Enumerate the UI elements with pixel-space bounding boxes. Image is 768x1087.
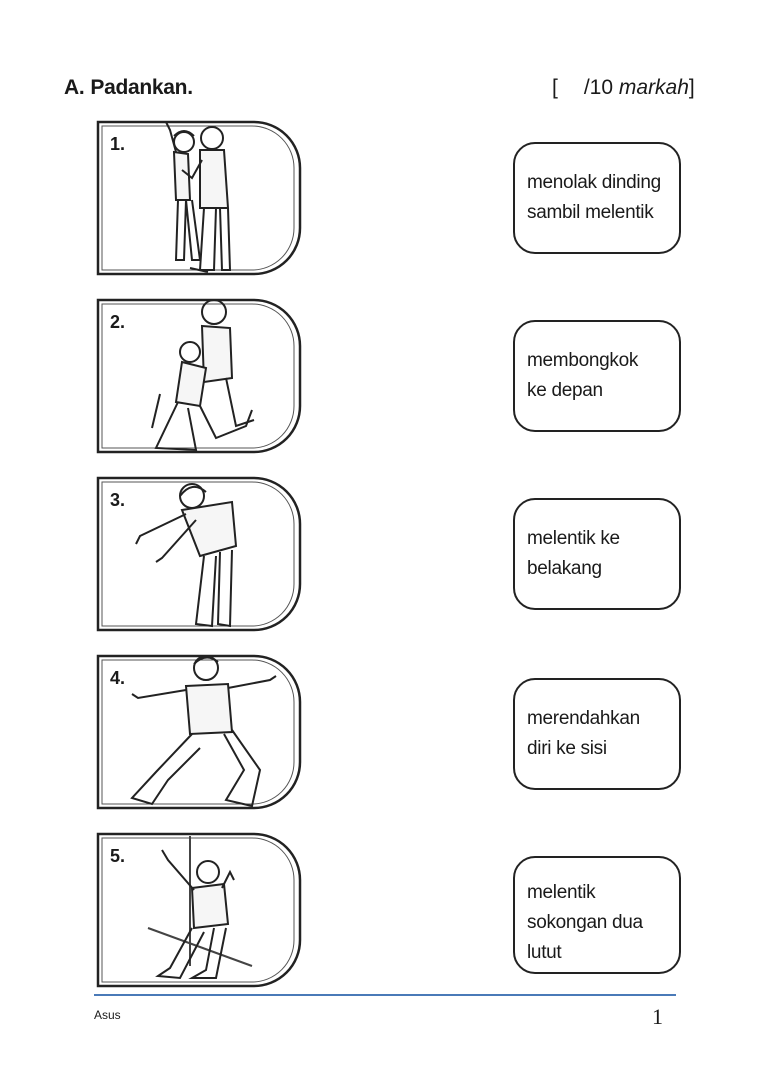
answer-5-line-1: melentik (527, 882, 596, 903)
frame-outline (96, 476, 302, 632)
answer-5-line-2: sokongan dua (527, 912, 643, 933)
marks-word: markah (618, 76, 689, 99)
answer-box-1 (513, 142, 681, 254)
figure-illustration-3 (136, 484, 236, 626)
marks-field (552, 76, 695, 100)
figure-illustration-2 (152, 300, 254, 450)
footer-divider (94, 994, 676, 996)
answer-box-3 (513, 498, 681, 610)
item-number-2: 2. (110, 312, 126, 332)
figure-illustration-4 (132, 656, 276, 806)
answer-box-5 (513, 856, 681, 974)
marks-open-bracket: [ (552, 76, 558, 99)
item-number-5: 5. (110, 846, 126, 866)
section-label: A. (64, 76, 85, 99)
answer-1-line-1: menolak dinding (527, 172, 661, 193)
answer-3-line-1: melentik ke (527, 528, 620, 549)
answer-4-line-2: diri ke sisi (527, 738, 607, 759)
answer-3-line-2: belakang (527, 558, 602, 579)
marks-total: /10 (583, 76, 614, 99)
section-heading (64, 76, 193, 100)
section-title: Padankan. (90, 76, 193, 99)
item-number-4: 4. (110, 668, 126, 688)
answer-5-line-3: lutut (527, 942, 562, 963)
figure-illustration-1 (166, 122, 230, 272)
answer-box-2 (513, 320, 681, 432)
answer-4-line-1: merendahkan (527, 708, 640, 729)
page-number: 1 (652, 1004, 663, 1029)
footer-author: Asus (94, 1008, 121, 1022)
frame-outline (96, 298, 302, 454)
answer-1-line-2: sambil melentik (527, 202, 654, 223)
figure-illustration-5 (148, 836, 252, 978)
frame-outline (96, 832, 302, 988)
picture-frame-4 (96, 654, 302, 810)
item-number-1: 1. (110, 134, 126, 154)
frame-outline (96, 120, 302, 276)
answer-2-line-2: ke depan (527, 380, 603, 401)
picture-frame-1 (96, 120, 302, 276)
picture-frame-2 (96, 298, 302, 454)
picture-frame-3 (96, 476, 302, 632)
answer-box-4 (513, 678, 681, 790)
picture-frame-5 (96, 832, 302, 988)
frame-outline (96, 654, 302, 810)
marks-close-bracket: ] (688, 76, 695, 99)
item-number-3: 3. (110, 490, 126, 510)
answer-2-line-1: membongkok (527, 350, 639, 371)
